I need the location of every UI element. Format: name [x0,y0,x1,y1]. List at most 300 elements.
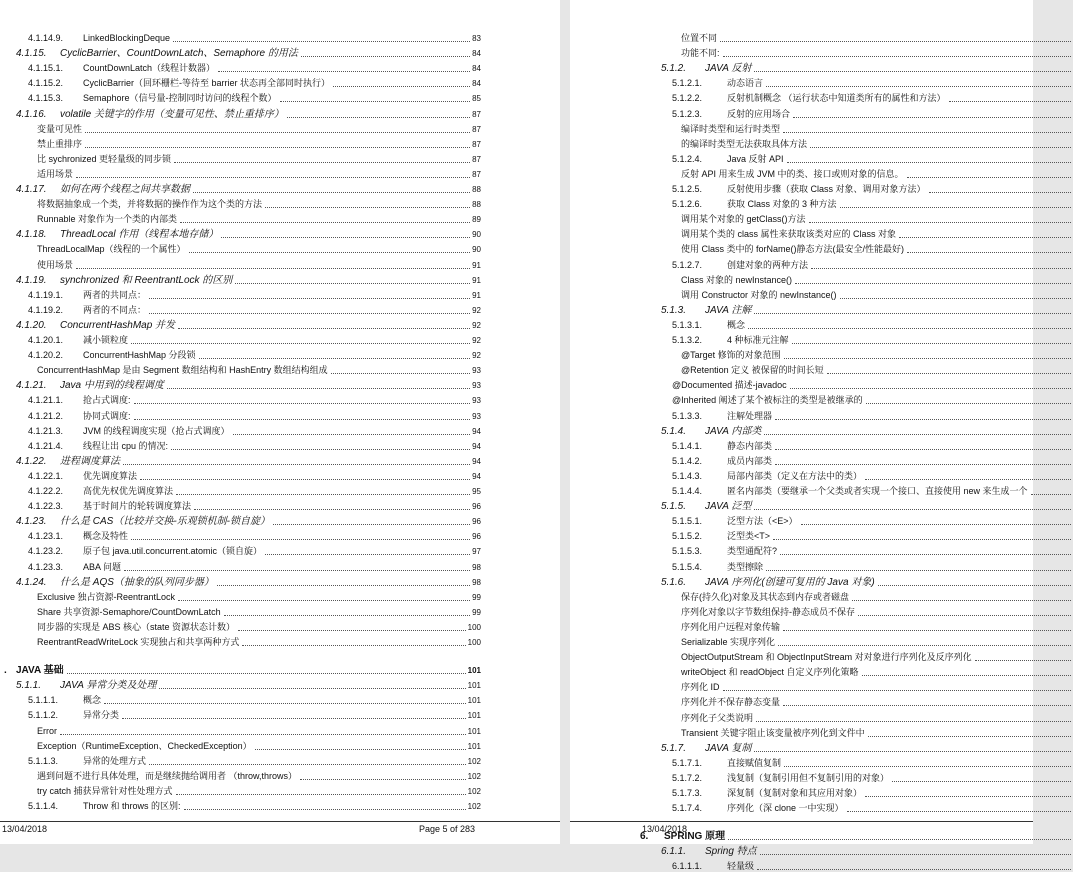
toc-entry-title: 适用场景 [37,168,74,179]
toc-entry[interactable] [570,29,1073,44]
toc-entry-page: 84 [472,49,481,59]
toc-entry-title: 调用某个类的 class 属性来获取该类对应的 Class 对象 [681,229,897,240]
toc-dot-leader [333,86,470,87]
toc-entry[interactable] [570,135,1073,150]
toc-entry[interactable] [570,105,1073,120]
toc-entry-title: JAVA 基础 [16,665,64,677]
toc-entry[interactable] [0,782,481,797]
toc-entry[interactable] [0,286,481,301]
toc-entry-title: 的编译时类型无法获取具体方法 [681,138,808,149]
toc-entry[interactable] [0,105,481,120]
toc-dot-leader [949,101,1071,102]
toc-dot-leader [104,703,466,704]
toc-entry-number: 5.1.7. [661,742,687,754]
toc-dot-leader [783,630,1071,631]
toc-entry[interactable] [570,407,1073,422]
toc-entry[interactable] [570,857,1073,872]
toc-entry[interactable] [0,74,481,89]
toc-entry-title: 匿名内部类（要继承一个父类或者实现一个接口、直接使用 new 来生成一个 [727,486,1028,496]
toc-dot-leader [134,403,471,404]
toc-entry-page: 93 [472,366,481,376]
toc-entry-title: Throw 和 throws 的区别: [83,801,181,811]
toc-dot-leader [176,494,470,495]
toc-dot-leader [287,117,470,118]
toc-dot-leader [783,705,1071,706]
toc-entry[interactable] [0,150,481,165]
toc-dot-leader [1031,494,1071,495]
toc-entry[interactable] [570,271,1073,286]
toc-entry-title: 调用某个对象的 getClass()方法 [681,214,806,225]
toc-entry-title: ConcurrentHashMap 并发 [60,319,176,331]
toc-entry[interactable] [0,316,481,331]
toc-entry[interactable] [570,467,1073,482]
toc-entry[interactable] [570,648,1073,663]
toc-entry[interactable] [0,437,481,452]
toc-entry-page: 91 [472,275,481,285]
toc-entry-number: 4.1.24. [16,576,47,588]
toc-entry-page: 95 [472,487,481,496]
toc-entry[interactable] [570,497,1073,512]
toc-entry-title: 什么是 CAS（比较并交换-乐观锁机制-锁自旋） [60,516,270,528]
toc-entry-title: 序列化用户远程对象传输 [681,621,781,632]
toc-entry-number: 6.1.1.1. [672,861,703,872]
toc-dot-leader [131,343,470,344]
toc-entry-title: JAVA 异常分类及处理 [60,680,157,692]
toc-dot-leader [801,524,1071,525]
toc-entry[interactable] [0,210,481,225]
toc-entry-title: LinkedBlockingDeque [83,33,171,43]
toc-entry-page: 101 [467,741,481,751]
toc-entry-title: @Retention 定义 被保留的时间长短 [681,365,824,376]
toc-entry[interactable] [0,422,481,437]
toc-entry[interactable] [0,376,481,391]
toc-entry-title: Exception（RuntimeException、CheckedException） [37,740,252,751]
toc-entry-page: 91 [472,260,481,270]
toc-dot-leader [178,328,470,329]
toc-entry-number: 5.1.2.2. [672,93,703,104]
toc-dot-leader [775,449,1071,450]
toc-entry-page: 87 [472,124,481,134]
toc-dot-leader [218,71,470,72]
toc-entry-title: Class 对象的 newInstance() [681,274,793,285]
toc-entry-number: 5.1.7.2. [672,772,703,783]
toc-entry[interactable] [570,542,1073,557]
toc-entry-title: 泛型方法（<E>） [727,516,798,527]
toc-entry-number: 4.1.23.2. [28,546,64,557]
toc-entry[interactable] [570,724,1073,739]
toc-entry[interactable] [0,120,481,135]
toc-entry[interactable] [0,752,481,767]
toc-entry-page: 89 [472,215,481,225]
toc-entry-title: Error [37,725,57,736]
toc-dot-leader [194,509,470,510]
toc-entry-number: 4.1.23.3. [28,561,64,572]
toc-dot-leader [783,132,1071,133]
toc-entry[interactable] [0,542,481,557]
toc-entry[interactable] [570,376,1073,391]
toc-entry-title: ConcurrentHashMap 分段锁 [83,350,196,361]
toc-entry-title: 两者的不同点： [83,304,147,315]
toc-entry-page: 99 [472,592,481,602]
toc-dot-leader [193,192,470,193]
toc-entry[interactable] [570,512,1073,527]
toc-entry-page: 102 [467,786,481,796]
toc-dot-leader [754,71,1071,72]
toc-entry[interactable] [570,678,1073,693]
toc-entry[interactable] [570,437,1073,452]
toc-entry-title: 进程调度算法 [60,455,120,467]
toc-dot-leader [780,554,1071,555]
toc-dot-leader [149,764,466,765]
toc-dot-leader [907,252,1071,253]
toc-entry-number: 4.1.15. [16,48,47,60]
toc-entry-title: Java 反射 API [727,153,784,164]
toc-entry[interactable] [570,361,1073,376]
toc-dot-leader [840,298,1071,299]
toc-entry-title: 反射的应用场合 [727,108,791,119]
toc-dot-leader [766,570,1071,571]
toc-entry[interactable] [0,512,481,527]
toc-dot-leader [858,615,1071,616]
toc-dot-leader [131,539,470,540]
toc-entry-title: synchronized 和 ReentrantLock 的区别 [60,274,233,286]
toc-entry[interactable] [0,737,481,752]
toc-dot-leader [784,358,1071,359]
toc-entry-number: 4.1.21.2. [28,410,64,421]
toc-entry-title: Semaphore（信号量-控制同时访问的线程个数） [83,93,277,104]
toc-entry-page: 92 [472,320,481,330]
toc-entry[interactable] [0,59,481,74]
toc-entry-page: 94 [472,471,481,481]
toc-entry[interactable] [0,89,481,104]
toc-entry-number: 5.1.4.3. [672,470,703,481]
toc-entry-title: 序列化对象以字节数组保持-静态成员不保存 [681,606,855,617]
toc-entry[interactable] [0,135,481,150]
toc-entry[interactable] [570,150,1073,165]
toc-entry-number: . [4,665,7,677]
page-footer [0,821,560,836]
toc-dot-leader [85,132,470,133]
toc-entry-number: 6.1.1. [661,846,687,858]
toc-dot-leader [76,268,470,269]
toc-dot-leader [784,766,1071,767]
toc-entry[interactable] [570,422,1073,437]
toc-entry[interactable] [570,693,1073,708]
toc-entry-page: 101 [467,711,481,721]
toc-dot-leader [778,645,1071,646]
toc-entry-title: 异常分类 [83,710,120,721]
toc-entry[interactable] [570,739,1073,754]
toc-entry-page: 100 [467,638,481,647]
toc-entry[interactable] [570,256,1073,271]
toc-entry[interactable] [570,769,1073,784]
toc-entry-number: 4.1.22. [16,455,47,467]
toc-entry-title: ObjectOutputStream 和 ObjectInputStream 对对象进行序列化及反序列化 [681,652,972,663]
toc-entry-number: 5.1.7.3. [672,788,703,798]
toc-entry[interactable] [570,180,1073,195]
toc-entry[interactable] [0,654,481,676]
toc-dot-leader [217,585,470,586]
toc-entry-number: 5.1.5.2. [672,531,703,542]
toc-entry-title: ThreadLocal 作用（线程本地存储） [60,229,219,241]
toc-entry-title: 局部内部类（定义在方法中的类） [727,470,863,481]
toc-entry[interactable] [0,391,481,406]
toc-entry-title: JAVA 反射 [705,63,752,75]
toc-dot-leader [238,630,466,631]
toc-dot-leader [140,479,470,480]
toc-entry-title: 如何在两个线程之间共享数据 [60,184,190,195]
toc-entry-page: 90 [472,230,481,240]
footer-date: 13/04/2018 [2,824,48,834]
toc-entry-title: CyclicBarrier、CountDownLatch、Semaphore 的用法 [60,48,298,60]
toc-entry[interactable] [570,165,1073,180]
toc-entry[interactable] [570,59,1073,74]
toc-entry-page: 102 [467,771,481,781]
toc-dot-leader [773,539,1071,540]
toc-entry-title: ABA 问题 [83,561,122,572]
toc-dot-leader [189,252,471,253]
toc-entry-number: 4.1.22.1. [28,470,64,481]
toc-entry[interactable] [0,29,481,44]
toc-dot-leader [265,554,470,555]
toc-entry-number: 4.1.19.1. [28,289,64,300]
toc-dot-leader [199,358,471,359]
toc-entry-title: ConcurrentHashMap 是由 Segment 数组结构和 HashEntry 数组结构组成 [37,365,328,376]
toc-entry[interactable] [0,527,481,542]
toc-entry[interactable] [0,165,481,180]
toc-entry-title: 高优先权优先调度算法 [83,486,174,496]
toc-entry[interactable] [0,633,481,648]
toc-dot-leader [754,509,1071,510]
toc-entry[interactable] [0,452,481,467]
toc-entry-page: 94 [472,441,481,451]
toc-entry[interactable] [570,346,1073,361]
toc-entry-title: 反射使用步骤（获取 Class 对象、调用对象方法） [727,184,926,194]
toc-entry[interactable] [570,225,1073,240]
toc-entry-title: writeObject 和 readObject 自定义序列化策略 [681,667,859,678]
toc-entry-title: 反射 API 用来生成 JVM 中的类、接口或则对象的信息。 [681,168,904,179]
toc-entry[interactable] [0,256,481,271]
toc-entry[interactable] [0,767,481,782]
toc-entry-title: 减小锁粒度 [83,335,129,345]
toc-entry[interactable] [0,603,481,618]
toc-dot-leader [123,464,470,465]
toc-entry[interactable] [570,558,1073,573]
toc-entry-number: 4.1.21.4. [28,440,64,451]
toc-entry-page: 96 [472,532,481,542]
toc-dot-leader [235,283,470,284]
toc-entry-title: 异常的处理方式 [83,755,147,766]
toc-entry[interactable] [570,573,1073,588]
toc-entry[interactable] [0,722,481,737]
toc-entry-title: CountDownLatch（线程计数器） [83,63,216,74]
toc-entry[interactable] [570,316,1073,331]
toc-entry[interactable] [570,286,1073,301]
toc-entry-number: 5.1.4.1. [672,440,703,451]
toc-entry-page: 92 [472,351,481,361]
toc-entry[interactable] [570,663,1073,678]
toc-entry-page: 94 [472,456,481,466]
toc-dot-leader [273,524,470,525]
toc-entry-title: 抢占式调度: [83,395,131,406]
toc-entry[interactable] [0,180,481,195]
toc-entry[interactable] [0,467,481,482]
toc-dot-leader [878,585,1071,586]
toc-entry-title: 概念 [727,319,746,330]
toc-entry[interactable] [570,240,1073,255]
toc-dot-leader [180,222,470,223]
toc-entry[interactable] [570,603,1073,618]
toc-dot-leader [76,177,470,178]
toc-entry[interactable] [0,482,481,497]
toc-dot-leader [865,796,1071,797]
toc-dot-leader [775,419,1071,420]
page-footer [570,821,1033,836]
toc-entry-title: JAVA 复制 [705,742,752,754]
toc-entry[interactable] [0,558,481,573]
toc-entry-page: 101 [467,726,481,736]
toc-entry[interactable] [570,195,1073,210]
toc-entry-number: 4.1.18. [16,229,47,241]
toc-entry[interactable] [570,754,1073,769]
toc-entry-title: @Target 修饰的对象范围 [681,350,781,361]
toc-entry-title: 成员内部类 [727,455,773,466]
toc-dot-leader [852,600,1071,601]
toc-entry-title: JAVA 序列化(创建可复用的 Java 对象) [705,576,875,588]
toc-entry[interactable] [0,588,481,603]
toc-entry[interactable] [0,618,481,633]
toc-entry[interactable] [0,301,481,316]
toc-entry[interactable] [0,331,481,346]
toc-entry-page: 87 [472,139,481,149]
toc-entry-title: 浅复制（复制引用但不复制引用的对象） [727,772,890,783]
toc-entry-title: 类型通配符? [727,546,778,557]
toc-entry-number: 5.1.1.2. [28,710,59,721]
toc-entry[interactable] [570,709,1073,724]
toc-entry-title: 获取 Class 对象的 3 种方法 [727,199,837,210]
toc-entry-number: 4.1.21. [16,380,47,392]
toc-entry[interactable] [570,588,1073,603]
toc-entry[interactable] [570,331,1073,346]
toc-entry[interactable] [0,676,481,691]
toc-entry[interactable] [0,225,481,240]
toc-dot-leader [760,854,1071,855]
toc-entry-title: ReentrantReadWriteLock 实现独占和共享两种方式 [37,637,240,647]
toc-entry[interactable] [0,346,481,361]
toc-entry[interactable] [0,497,481,512]
toc-dot-leader [221,237,470,238]
toc-entry[interactable] [0,44,481,59]
toc-entry-title: Exclusive 独占资源-ReentrantLock [37,591,176,602]
toc-entry-number: 4.1.20.2. [28,350,64,361]
toc-entry-number: 4.1.16. [16,108,47,120]
toc-entry[interactable] [570,120,1073,135]
toc-entry-number: 4.1.23. [16,516,47,528]
toc-entry-page: 87 [472,169,481,179]
toc-entry-number: 5.1.2.5. [672,184,703,194]
toc-entry-page: 85 [472,94,481,104]
toc-entry-title: 序列化 ID [681,682,720,693]
toc-entry[interactable] [0,271,481,286]
toc-entry[interactable] [0,195,481,210]
toc-entry[interactable] [0,407,481,422]
toc-entry[interactable] [570,44,1073,59]
toc-entry-number: 4.1.15.3. [28,93,64,104]
toc-dot-leader [795,283,1071,284]
toc-entry-title: JAVA 内部类 [705,425,762,437]
toc-entry[interactable] [570,842,1073,857]
toc-dot-leader [766,86,1071,87]
toc-dot-leader [174,162,470,163]
toc-entry[interactable] [570,301,1073,316]
toc-dot-leader [862,675,1071,676]
toc-entry-page: 91 [472,290,481,300]
toc-entry[interactable] [570,482,1073,497]
toc-dot-leader [840,207,1071,208]
toc-entry[interactable] [0,240,481,255]
toc-entry-number: 4.1.23.1. [28,531,64,542]
toc-dot-leader [265,207,470,208]
toc-page-right [570,0,1033,872]
toc-entry-title: 类型擦除 [727,561,764,572]
toc-entry[interactable] [570,89,1073,104]
toc-entry[interactable] [570,74,1073,89]
toc-entry-number: 5.1.2.6. [672,199,703,210]
toc-entry[interactable] [570,784,1073,799]
toc-entry-title: 遇到问题不进行具体处理，而是继续抛给调用者 （throw,throws） [37,770,298,781]
toc-entry[interactable] [570,618,1073,633]
toc-entry-title: 使用场景 [37,259,74,270]
toc-entry[interactable] [570,210,1073,225]
toc-entry-page: 83 [472,34,481,43]
toc-dot-leader [790,388,1071,389]
toc-dot-leader [847,811,1071,812]
toc-entry-number: 5.1.4. [661,425,687,437]
toc-entry-title: Serializable 实现序列化 [681,637,776,647]
toc-entry[interactable] [570,799,1073,814]
toc-entry-page: 96 [472,502,481,512]
toc-entry-title: 概念及特性 [83,531,129,542]
toc-dot-leader [149,298,470,299]
toc-entry-page: 100 [467,622,481,632]
toc-entry[interactable] [0,797,481,812]
toc-entry-page: 93 [472,411,481,421]
toc-entry[interactable] [0,706,481,721]
toc-entry-number: 5.1.2.4. [672,153,703,164]
toc-dot-leader [255,749,466,750]
toc-entry-number: 5.1.3. [661,304,687,316]
toc-dot-leader [178,600,470,601]
toc-entry[interactable] [0,573,481,588]
toc-entry[interactable] [0,361,481,376]
toc-entry[interactable] [0,691,481,706]
toc-entry-number: 5.1.5.1. [672,516,703,527]
toc-entry-page: 96 [472,517,481,527]
toc-entry-title: 原子包 java.util.concurrent.atomic（锁自旋） [83,546,263,557]
toc-entry[interactable] [570,391,1073,406]
toc-entry-title: 序列化并不保存静态变量 [681,697,781,708]
toc-entry[interactable] [570,633,1073,648]
toc-dot-leader [122,718,466,719]
toc-dot-leader [85,147,470,148]
toc-dot-leader [756,721,1071,722]
toc-entry[interactable] [570,452,1073,467]
toc-entry-title: 调用 Constructor 对象的 newInstance() [681,289,837,300]
toc-entry-title: Runnable 对象作为一个类的内部类 [37,214,178,225]
toc-entry[interactable] [570,527,1073,542]
toc-entry-page: 101 [467,696,481,706]
toc-entry-title: 注解处理器 [727,410,773,421]
